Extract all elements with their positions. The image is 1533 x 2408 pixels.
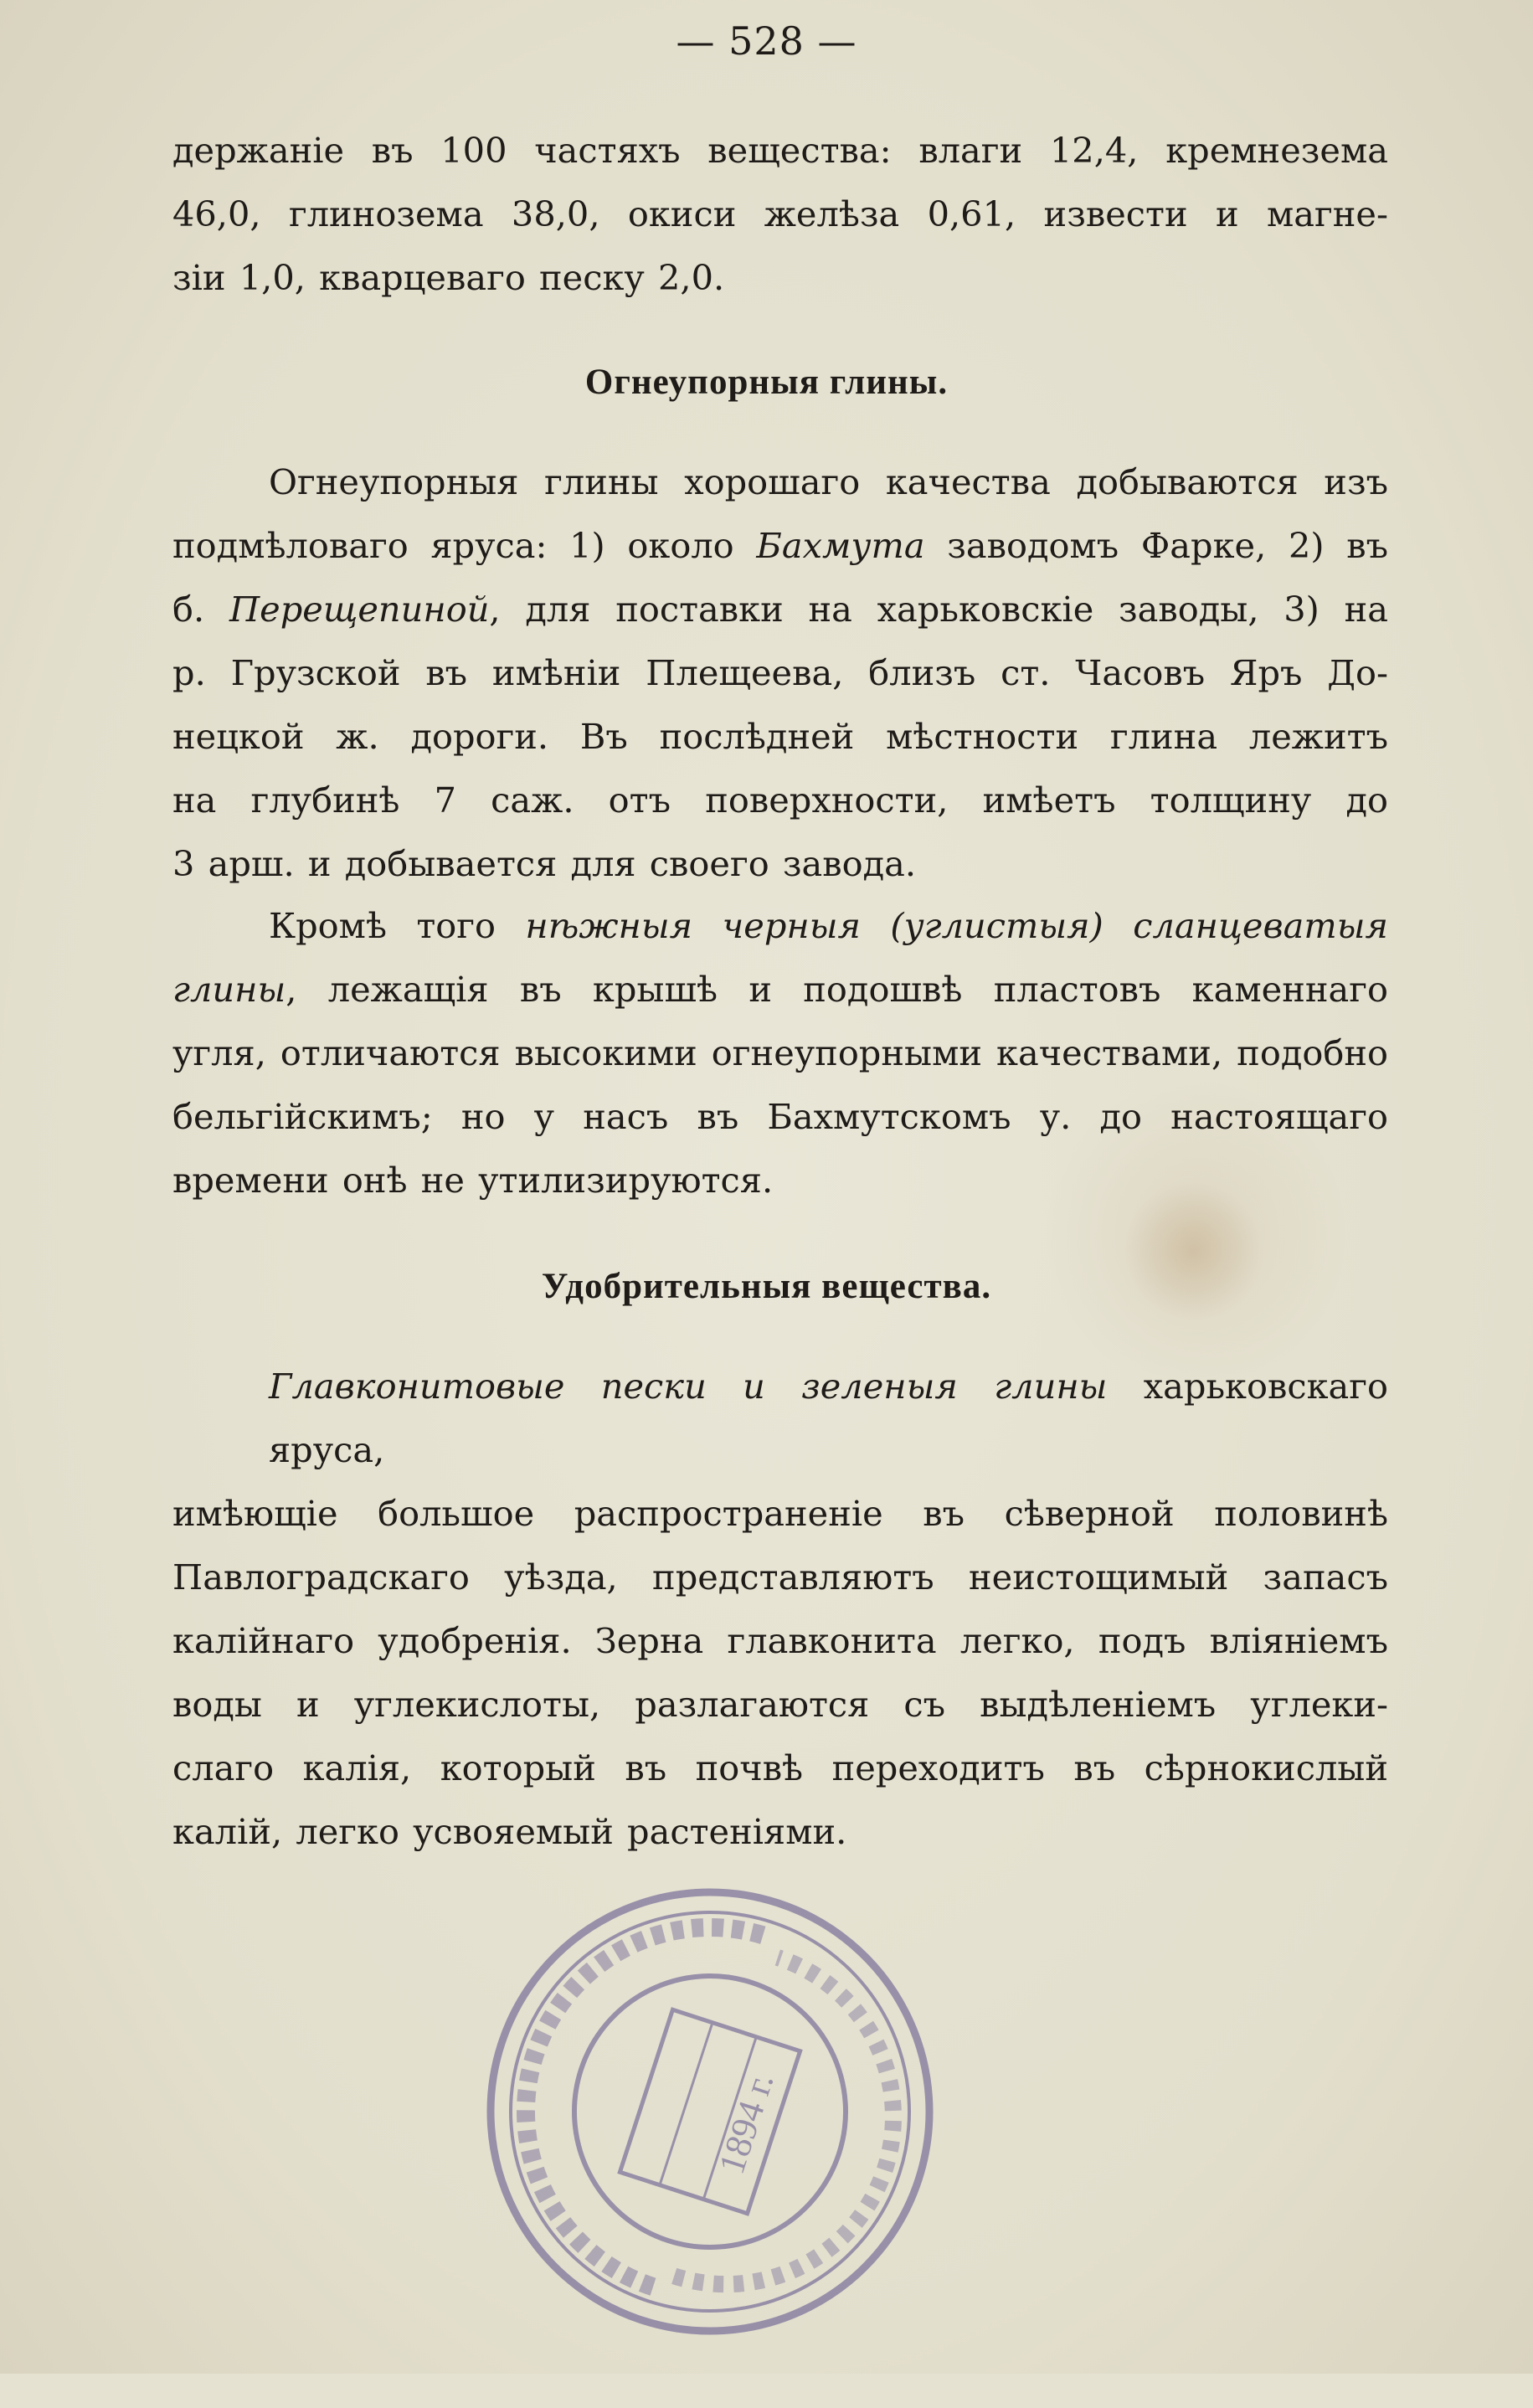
text-line: угля, отличаются высокими огнеупорными качествами, подобно [172,1032,1388,1073]
text-line: Павлоградскаго уѣзда, представляютъ неистощимый запасъ [172,1556,1388,1598]
text-line: имѣющіе большое распространеніе въ сѣверной половинѣ [172,1493,1388,1534]
text-line: нецкой ж. дороги. Въ послѣдней мѣстности глина лежитъ [172,716,1388,757]
text-line: Огнеупорныя глины хорошаго качества добываются изъ [269,461,1388,502]
text-line: держаніе въ 100 частяхъ вещества: влаги 12,4, кремнезема [172,130,1388,171]
section-heading-refractory-clays: Огнеупорныя глины. [584,363,949,402]
text-line: калійнаго удобренія. Зерна главконита легко, подъ вліяніемъ [172,1620,1388,1661]
section1-paragraph2 [172,894,1388,1212]
text-line: зіи 1,0, кварцеваго песку 2,0. [172,257,725,298]
text-line: на глубинѣ 7 саж. отъ поверхности, имѣетъ толщину до [172,780,1388,821]
library-stamp-icon [414,1816,1006,2407]
top-paragraph [172,119,1388,310]
section1-paragraph1 [172,450,1388,896]
text-line: р. Грузской въ имѣніи Плещеева, близъ ст. Часовъ Яръ До- [172,652,1388,693]
page-number: — 528 — [676,18,857,64]
text-line: Кромѣ того нѣжныя черныя (углистыя) сланцеватыя [269,905,1388,946]
section-heading-fertilizers: Удобрительныя вещества. [541,1267,992,1306]
text-line: бельгійскимъ; но у насъ въ Бахмутскомъ у. до настоящаго [172,1096,1388,1137]
text-line: времени онѣ не утилизируются. [172,1160,774,1201]
text-line: Главконитовые пески и зеленыя глины харьковскаго яруса, [269,1366,1388,1470]
text-line: б. Перещепиной, для поставки на харьковскіе заводы, 3) на [172,589,1388,630]
text-line: подмѣловаго яруса: 1) около Бахмута заводомъ Фарке, 2) въ [172,525,1388,566]
text-line: воды и углекислоты, разлагаются съ выдѣленіемъ углеки- [172,1684,1388,1725]
text-line: 3 арш. и добывается для своего завода. [172,843,917,884]
text-line: 46,0, глинозема 38,0, окиси желѣза 0,61, извести и магне- [172,193,1388,234]
text-line: слаго калія, который въ почвѣ переходитъ въ сѣрнокислый [172,1747,1388,1788]
text-line: глины, лежащія въ крышѣ и подошвѣ пластовъ каменнаго [172,969,1388,1010]
text-line: калій, легко усвояемый растеніями. [172,1811,847,1852]
section2-paragraph1 [172,1355,1388,1864]
svg-text:1894 г.: 1894 г. [710,2067,782,2179]
